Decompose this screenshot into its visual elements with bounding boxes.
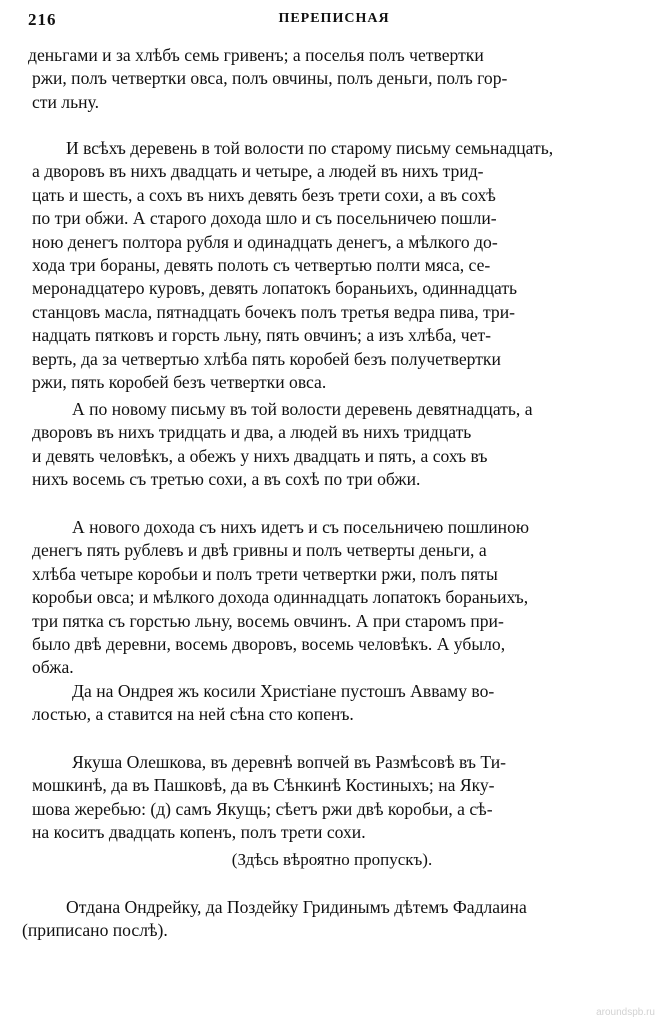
site-watermark: aroundspb.ru (596, 1007, 655, 1018)
paragraph-2 (32, 137, 553, 394)
text-line: по три обжи. А старого дохода шло и съ посельничею пошли- (32, 208, 497, 229)
paragraph-6 (32, 751, 506, 845)
text-line: меронадцатеро куровъ, девять лопатокъ бораньихъ, одиннадцать (32, 278, 518, 299)
text-line: ржи, пять коробей безъ четвертки овса. (32, 372, 327, 393)
text-line: а дворовъ въ нихъ двадцать и четыре, а людей въ нихъ трид- (32, 161, 484, 182)
text-line: деньгами и за хлѣбъ семь гривенъ; а поселья полъ четвертки (28, 45, 484, 65)
text-line: лостью, а ставится на ней сѣна сто копенъ. (32, 704, 354, 725)
text-line: верть, да за четвертью хлѣба пять коробей безъ получетвертки (32, 348, 501, 369)
text-line: коробьи овса; и мѣлкого дохода одиннадцать лопатокъ бораньихъ, (32, 587, 529, 608)
text-line: А нового дохода съ нихъ идетъ и съ посельничею пошлиною (72, 517, 530, 537)
paragraph-1 (28, 44, 508, 114)
text-line: хода три бораны, девять полоть съ четвертью полти мяса, се- (32, 255, 491, 276)
text-line: хлѣба четыре коробьи и полъ трети четвертки ржи, полъ пяты (32, 563, 498, 584)
editorial-note: (Здѣсь вѣроятно пропускъ). (231, 850, 433, 869)
text-line: денегъ пять рублевъ и двѣ гривны и полъ четверты деньги, а (32, 540, 487, 561)
text-line: станцовъ масла, пятнадцать бочекъ полъ третья ведра пива, три- (32, 301, 515, 322)
text-line: три пятка съ горстью льну, восемь овчинъ. А при старомъ при- (32, 610, 504, 631)
text-line: мошкинѣ, да въ Пашковѣ, да въ Сѣнкинѣ Костиныхъ; на Яку- (32, 775, 495, 796)
final-paragraph (22, 896, 527, 943)
text-line: ржи, полъ четвертки овса, полъ овчины, полъ деньги, полъ гор- (32, 68, 508, 89)
text-line: сти льну. (32, 91, 99, 112)
text-line: ною денегъ полтора рубля и одинадцать денегъ, а мѣлкого до- (32, 231, 498, 252)
text-line: надцать пятковъ и горсть льну, пять овчинъ; а изъ хлѣба, чет- (32, 325, 491, 346)
text-line: А по новому письму въ той волости деревень девятнадцать, а (72, 399, 533, 419)
paragraph-3 (32, 398, 533, 492)
text-line: дворовъ въ нихъ тридцать и два, а людей въ нихъ тридцать (32, 422, 472, 443)
text-line: цать и шесть, а сохъ въ нихъ девять безъ трети сохи, а въ сохѣ (32, 184, 496, 205)
text-line: на коситъ двадцать копенъ, полъ трети сохи. (32, 822, 366, 843)
page-header (28, 10, 640, 32)
running-head: ПЕРЕПИСНАЯ (278, 11, 390, 26)
text-line: и девять человѣкъ, а обежъ у нихъ двадцать и пять, а сохъ въ (32, 445, 488, 466)
paragraph-4 (32, 516, 529, 680)
text-line: Да на Ондрея жъ косили Христiане пустошъ Авваму во- (72, 681, 495, 701)
text-line: нихъ восемь съ третью сохи, а въ сохѣ по три обжи. (32, 469, 421, 490)
text-line: было двѣ деревни, восемь дворовъ, восемь человѣкъ. А убыло, (32, 634, 506, 655)
text-line: Отдана Ондрейку, да Поздейку Гридинымъ дѣтемъ Фадлаина (66, 897, 527, 917)
text-line: шова жеребью: (д) самъ Якущь; сѣетъ ржи двѣ коробьи, а сѣ- (32, 798, 493, 819)
text-line: И всѣхъ деревень в той волости по старому письму семьнадцать, (66, 138, 554, 158)
text-line: обжа. (32, 657, 74, 678)
page-number: 216 (28, 10, 57, 29)
text-line: (приписано послѣ). (22, 920, 168, 941)
text-line: Якуша Олешкова, въ деревнѣ вопчей въ Размѣсовѣ въ Ти- (72, 752, 506, 772)
paragraph-5 (32, 680, 494, 727)
